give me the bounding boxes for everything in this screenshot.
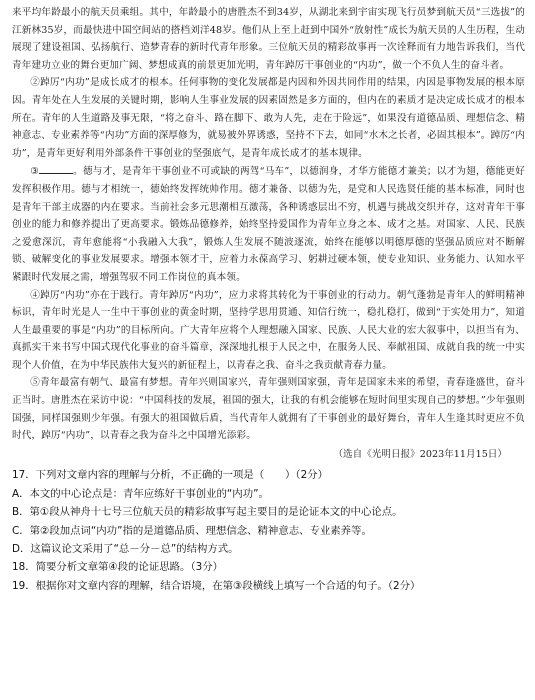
paragraph-5: ⑤青年最富有朝气、最富有梦想。青年兴则国家兴，青年强则国家强，青年是国家未来的希望，青春逢盛世，奋斗正当时。唐胜杰在采访中说：“中国科技的发展，祖国的强大，让我的有机会能够在短时间里实现自己的梦想。”少年强则国强，同样国强则少年强。有强大的祖国做后盾，当代青年人就拥有了干事创业的最好舞台，青年人生逢其时更应不负时代，踔厉“内功”，以青春之我为奋斗之中国增光添彩。 (12, 377, 525, 442)
article (12, 4, 525, 463)
paragraph-3-number: ③ (30, 166, 40, 178)
paragraph-2: ②踔厉“内功”是成长成才的根本。任何事物的变化发展都是内因和外因共同作用的结果，内因是事物发展的根本原因。青年处在人生发展的关键时期，影响人生事业发展的因素固然是多方面的，但内在的素质才是决定成长成才的根本所在。青年的人生道路及事无限，“将之奋斗、路在脚下、敢为人先，走在于险远”，如果没有道德品质、理想信念、精神意志、专业素养等“内功”方面的深厚修为，就易被外界诱惑，坚持不下去，如同“水木之长者，必固其根本”。踔厉“内功”，是青年更好利用外部条件干事创业的坚强底气，是青年成长成才的基本规律。 (12, 77, 525, 159)
question-19: 19．根据你对文章内容的理解，结合语境，在第③段横线上填写一个合适的句子。（2分） (12, 579, 421, 592)
question-18: 18．简要分析文章第④段的论证思路。（3分） (12, 561, 223, 574)
article-source: （选自《光明日报》2023年11月15日） (333, 448, 507, 460)
paragraph-3 (12, 162, 525, 286)
paragraph-4: ④踔厉“内功”亦在于践行。青年踔厉“内功”，应力求将其转化为干事创业的行动力。朝气蓬勃是青年人的鲜明精神标识，青年时光是人一生中干事创业的黄金时期，坚持学思用贯通、知信行统一，稳扎稳打，做到“于实处用力”，知道人生最重要的事是“内功”的目标所向。广大青年应将个人理想融入国家、民族、人民大业的宏大叙事中，以担当有为、真抓实干来书写中国式现代化事业的奋斗篇章，深深地扎根于人民之中，在服务人民、奉献祖国、成就自我的统一中实现个人价值，在为中华民族伟大复兴的新征程上，以青春之我、奋斗之我贡献青春力量。 (12, 289, 525, 371)
answer-blank[interactable] (39, 162, 73, 174)
questions (12, 466, 525, 595)
question-17-option-c: C．第②段加点词“内功”指的是道德品质、理想信念、精神意志、专业素养等。 (12, 524, 372, 537)
question-17-option-a: A．本文的中心论点是：青年应练好干事创业的“内功”。 (12, 487, 269, 500)
question-17-stem: 17．下列对文章内容的理解与分析，不正确的一项是（ ）（2分） (12, 469, 328, 482)
question-17-option-b: B．第①段从神舟十七号三位航天员的精彩故事写起主要目的是论证本文的中心论点。 (12, 506, 403, 519)
paragraph-intro: 来平均年龄最小的航天员乘组。其中，年龄最小的唐胜杰不到34岁，从湖北来到宇宙实现飞行员梦到航天员“三选拔”的江新林35岁，而最快进中国空间站的搭档刘洋48岁。他们从上至上赶到中国外“放射性”成长为航天员的人生历程，生动展现了建设祖国、弘扬航行、造梦青春的新时代青年形象。三位航天员的精彩故事再一次诠释而有力地告诉我们，当代青年建功立业的舞台更加广阔、梦想成真的前景更加光明，青年踔厉干事创业的“内功”，做一个不负人生的奋斗者。 (12, 7, 525, 71)
question-17-option-d: D．这篇议论文采用了“总－分－总”的结构方式。 (12, 543, 239, 556)
paragraph-3-text: 。德与才，是青年干事创业不可或缺的两驾“马车”，以德润身，才华方能德才兼美；以才为翅，德能更好发挥积极作用。德与才相统一，德始终发挥统帅作用。德才兼备、以德为先，是党和人民选贤任能的基本标准，同时也是青年干部主成器的内在要求。当前社会多元思潮相互激荡，各种诱惑层出不穷，机遇与挑战交织并存，这对青年干事创业的能力和修养提出了更高要求。锻炼品德修养，始终坚持爱国作为青年立身之本、成才之基。对国家、人民、民族之爱愈深沉，青年愈能将“小我融入大我”，锻炼人生发展不随波逐流，始终在能够以明德厚德的坚强品质应对不断解锁、破解变化的事业发展要求。增强本领才干，应着力永葆高学习、躬耕过硬本领，使专业知识、业务能力、认知水平紧跟时代发展之需，增强驾驭不同工作岗位的真本领。 (12, 166, 525, 283)
